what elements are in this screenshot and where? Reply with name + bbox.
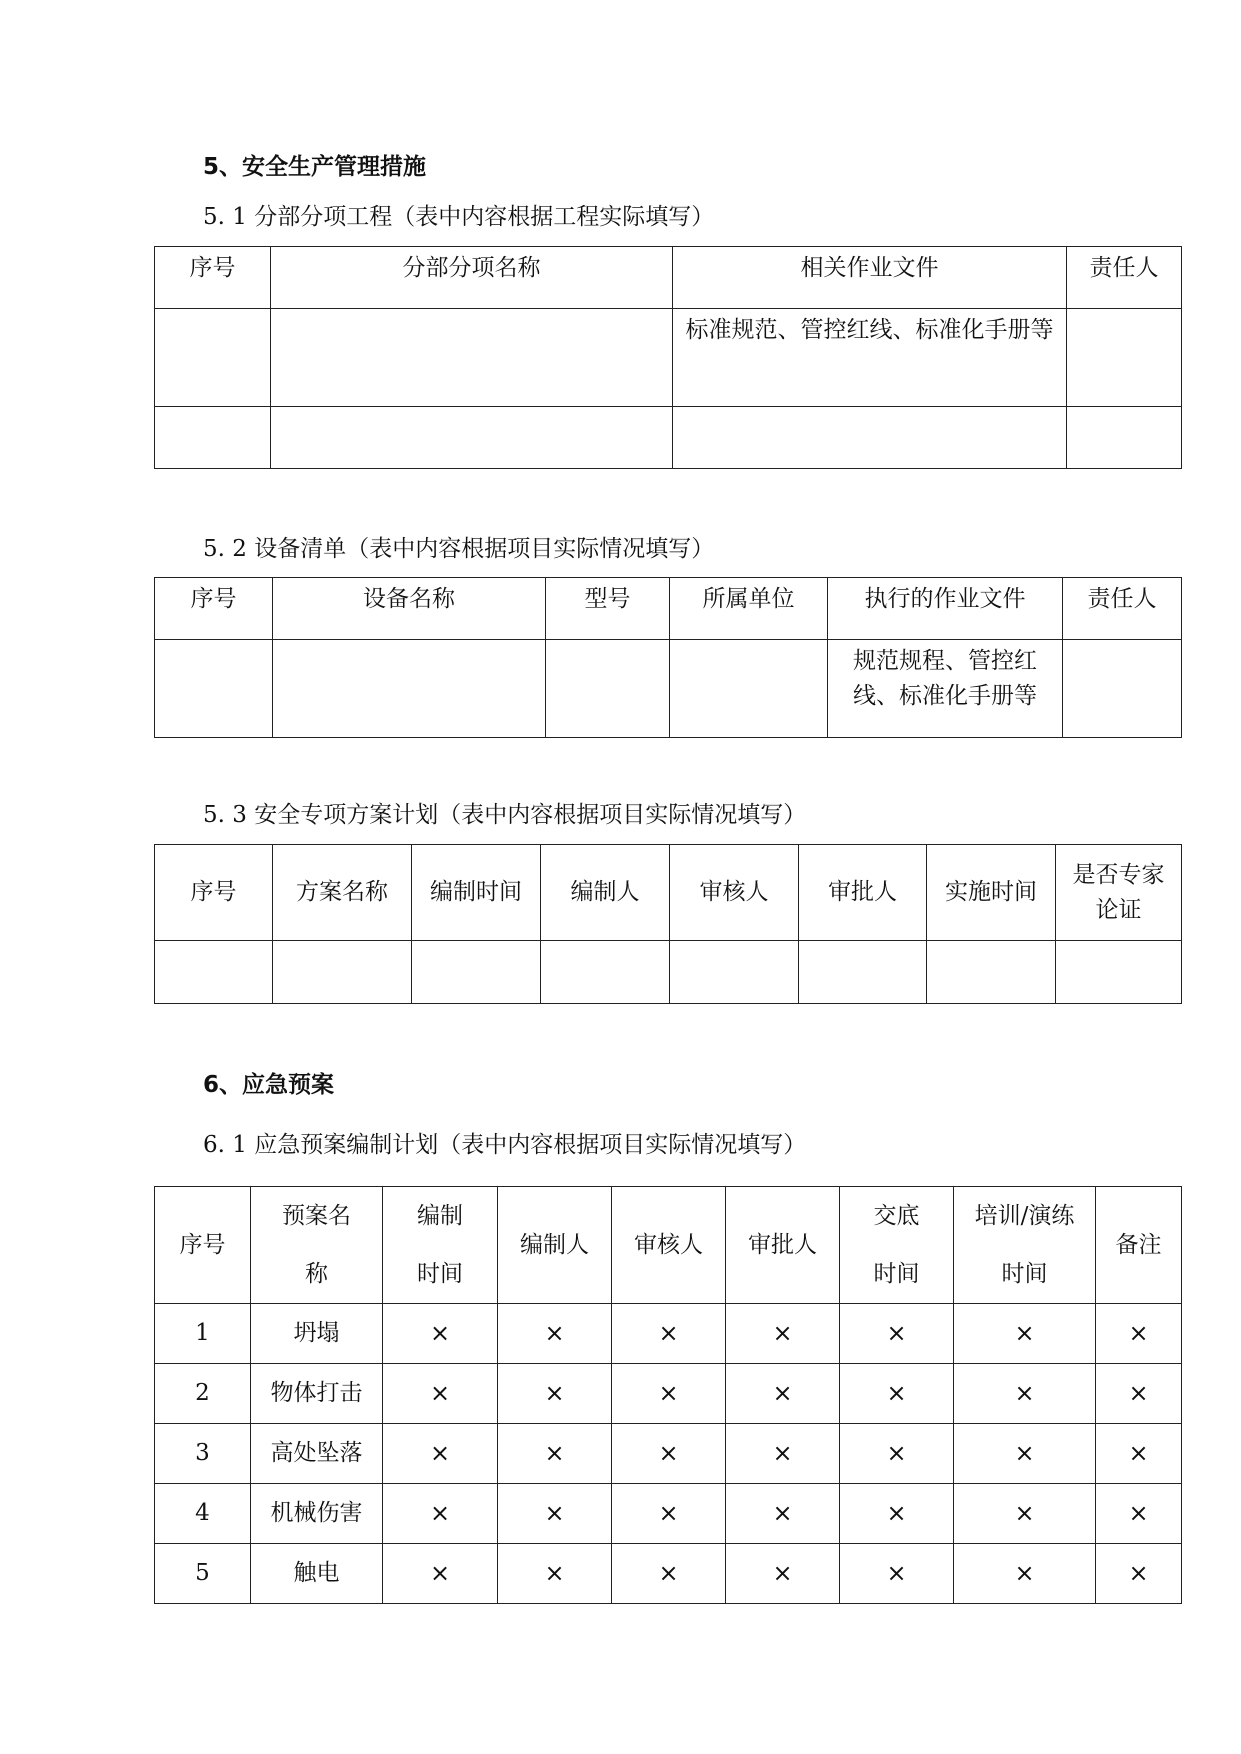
table-header-row — [155, 578, 1182, 640]
cross-mark: × — [383, 1484, 498, 1544]
table-cell[interactable] — [155, 309, 271, 407]
cross-mark: × — [840, 1544, 954, 1604]
table-cell[interactable] — [155, 640, 273, 738]
cross-mark: × — [612, 1484, 726, 1544]
col-header: 实施时间 — [927, 845, 1056, 941]
table-cell[interactable] — [799, 941, 927, 1004]
table-cell[interactable] — [927, 941, 1056, 1004]
table-row — [155, 941, 1182, 1004]
row-number: 5 — [155, 1544, 251, 1604]
table-row — [155, 1544, 1182, 1604]
col-header: 执行的作业文件 — [828, 578, 1063, 640]
section-6-1-title: 6. 1 应急预案编制计划（表中内容根据项目实际情况填写） — [203, 1132, 807, 1158]
cross-mark: × — [1096, 1304, 1182, 1364]
cross-mark: × — [954, 1544, 1096, 1604]
col-header: 序号 — [155, 845, 273, 941]
section-5-2-title: 5. 2 设备清单（表中内容根据项目实际情况填写） — [203, 536, 715, 562]
row-number: 1 — [155, 1304, 251, 1364]
table-cell[interactable] — [673, 407, 1067, 469]
col-header: 责任人 — [1067, 247, 1182, 309]
cross-mark: × — [954, 1484, 1096, 1544]
col-header: 设备名称 — [273, 578, 546, 640]
cross-mark: × — [498, 1364, 612, 1424]
col-header: 序号 — [155, 247, 271, 309]
col-header: 审核人 — [670, 845, 799, 941]
col-header: 所属单位 — [670, 578, 828, 640]
row-number: 4 — [155, 1484, 251, 1544]
col-header: 编制人 — [541, 845, 670, 941]
table-cell[interactable] — [670, 941, 799, 1004]
section-6-heading: 6、应急预案 — [203, 1072, 335, 1098]
cross-mark: × — [840, 1424, 954, 1484]
col-header: 预案名称 — [251, 1187, 383, 1304]
section-5-1-title: 5. 1 分部分项工程（表中内容根据工程实际填写） — [203, 204, 715, 230]
col-header: 审批人 — [726, 1187, 840, 1304]
cross-mark: × — [383, 1304, 498, 1364]
table-cell[interactable] — [541, 941, 670, 1004]
col-header: 审核人 — [612, 1187, 726, 1304]
table-cell[interactable] — [1063, 640, 1182, 738]
table-row — [155, 640, 1182, 738]
cross-mark: × — [612, 1544, 726, 1604]
col-header: 分部分项名称 — [271, 247, 673, 309]
cross-mark: × — [612, 1364, 726, 1424]
row-number: 3 — [155, 1424, 251, 1484]
table-cell[interactable] — [546, 640, 670, 738]
table-row — [155, 1424, 1182, 1484]
cross-mark: × — [498, 1544, 612, 1604]
cross-mark: × — [1096, 1364, 1182, 1424]
row-number: 2 — [155, 1364, 251, 1424]
plan-name: 物体打击 — [251, 1364, 383, 1424]
cross-mark: × — [1096, 1484, 1182, 1544]
table-cell[interactable]: 标准规范、管控红线、标准化手册等 — [673, 309, 1067, 407]
cross-mark: × — [726, 1544, 840, 1604]
cross-mark: × — [726, 1304, 840, 1364]
cross-mark: × — [383, 1424, 498, 1484]
cross-mark: × — [612, 1304, 726, 1364]
table-header-row — [155, 247, 1182, 309]
table-cell[interactable] — [1067, 407, 1182, 469]
plan-name: 机械伤害 — [251, 1484, 383, 1544]
table-row — [155, 1364, 1182, 1424]
table-cell[interactable] — [273, 640, 546, 738]
cross-mark: × — [498, 1424, 612, 1484]
cross-mark: × — [498, 1304, 612, 1364]
cross-mark: × — [726, 1484, 840, 1544]
table-cell[interactable] — [1056, 941, 1182, 1004]
table-row — [155, 1304, 1182, 1364]
cross-mark: × — [612, 1424, 726, 1484]
col-header: 编制时间 — [412, 845, 541, 941]
emergency-plan-table — [154, 1186, 1182, 1604]
cross-mark: × — [954, 1304, 1096, 1364]
table-cell[interactable] — [155, 941, 273, 1004]
col-header: 编制人 — [498, 1187, 612, 1304]
table-cell[interactable] — [273, 941, 412, 1004]
col-header: 是否专家论证 — [1056, 845, 1182, 941]
cross-mark: × — [840, 1364, 954, 1424]
col-header: 交底时间 — [840, 1187, 954, 1304]
col-header: 方案名称 — [273, 845, 412, 941]
table-header-row — [155, 1187, 1182, 1304]
cross-mark: × — [840, 1304, 954, 1364]
table-cell[interactable] — [1067, 309, 1182, 407]
cross-mark: × — [498, 1484, 612, 1544]
cross-mark: × — [954, 1364, 1096, 1424]
plan-name: 坍塌 — [251, 1304, 383, 1364]
section-5-heading: 5、安全生产管理措施 — [203, 154, 427, 180]
col-header: 审批人 — [799, 845, 927, 941]
subproject-table — [154, 246, 1182, 469]
col-header: 责任人 — [1063, 578, 1182, 640]
special-plan-table — [154, 844, 1182, 1004]
table-cell[interactable] — [271, 407, 673, 469]
cross-mark: × — [954, 1424, 1096, 1484]
col-header: 相关作业文件 — [673, 247, 1067, 309]
col-header: 序号 — [155, 578, 273, 640]
table-cell[interactable] — [155, 407, 271, 469]
equipment-table — [154, 577, 1182, 738]
table-header-row — [155, 845, 1182, 941]
table-row — [155, 407, 1182, 469]
col-header: 序号 — [155, 1187, 251, 1304]
table-cell[interactable]: 规范规程、管控红线、标准化手册等 — [828, 640, 1063, 738]
cross-mark: × — [1096, 1424, 1182, 1484]
cross-mark: × — [383, 1544, 498, 1604]
table-cell[interactable] — [271, 309, 673, 407]
cross-mark: × — [840, 1484, 954, 1544]
section-5-3-title: 5. 3 安全专项方案计划（表中内容根据项目实际情况填写） — [203, 802, 807, 828]
cross-mark: × — [383, 1364, 498, 1424]
col-header: 型号 — [546, 578, 670, 640]
plan-name: 高处坠落 — [251, 1424, 383, 1484]
table-row — [155, 309, 1182, 407]
cross-mark: × — [726, 1364, 840, 1424]
table-row — [155, 1484, 1182, 1544]
col-header: 培训/演练时间 — [954, 1187, 1096, 1304]
col-header: 编制时间 — [383, 1187, 498, 1304]
col-header: 备注 — [1096, 1187, 1182, 1304]
table-cell[interactable] — [670, 640, 828, 738]
table-cell[interactable] — [412, 941, 541, 1004]
cross-mark: × — [726, 1424, 840, 1484]
plan-name: 触电 — [251, 1544, 383, 1604]
cross-mark: × — [1096, 1544, 1182, 1604]
